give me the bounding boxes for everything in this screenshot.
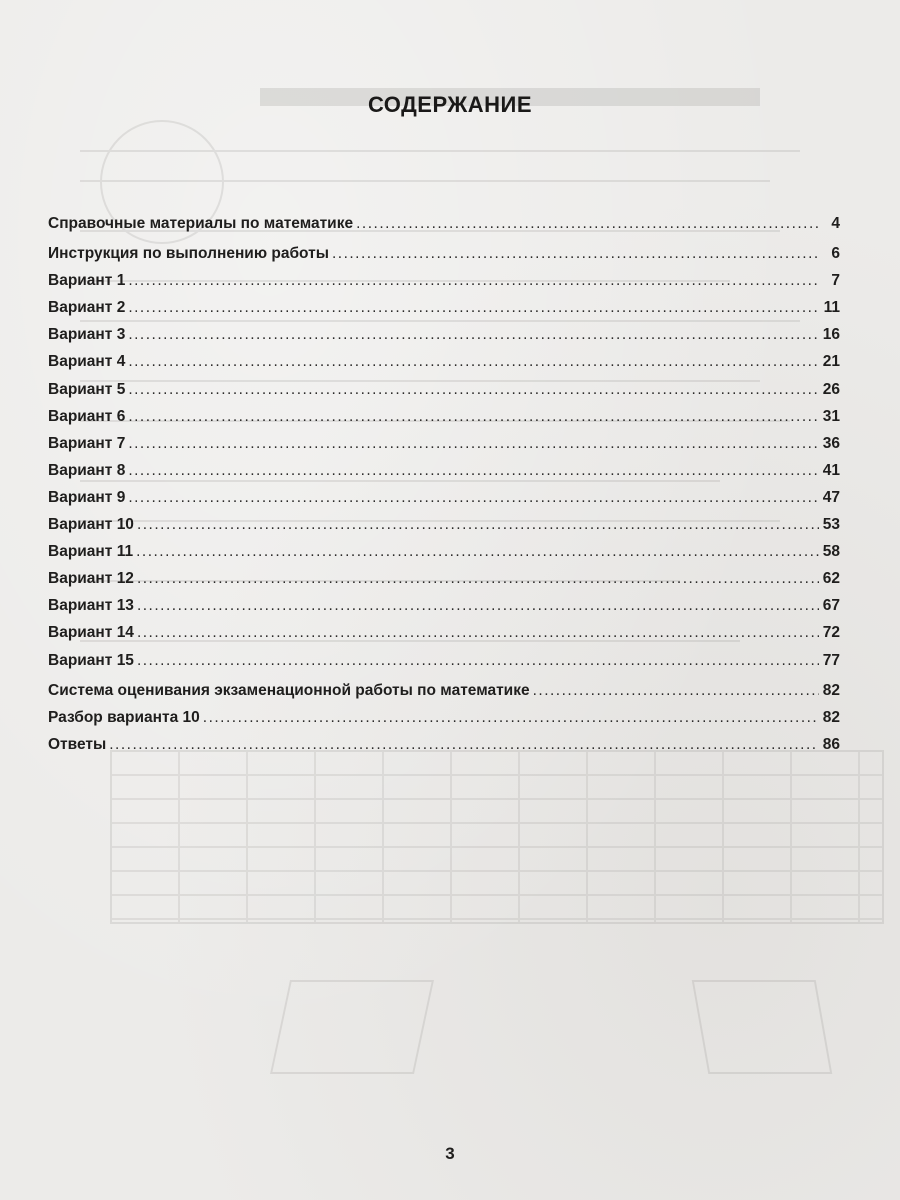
toc-dot-leader	[128, 484, 819, 511]
toc-dot-leader	[332, 240, 819, 267]
toc-entry-page: 7	[831, 272, 840, 290]
toc-entry	[48, 376, 840, 403]
toc-entry-page: 82	[822, 681, 840, 699]
toc-entry-page: 62	[822, 570, 840, 588]
toc-entry-page: 86	[822, 735, 840, 753]
toc-entry	[48, 321, 840, 348]
toc-entry-page: 36	[822, 434, 840, 452]
toc-dot-leader	[128, 430, 819, 457]
toc-entry	[48, 704, 840, 731]
toc-entry-page: 82	[822, 708, 840, 726]
toc-entry-page: 72	[822, 624, 840, 642]
toc-entry-page: 53	[822, 516, 840, 534]
toc-dot-leader	[137, 592, 819, 619]
toc-entry-label: Вариант 9	[48, 488, 126, 506]
toc-entry-label: Вариант 8	[48, 461, 126, 479]
toc-entry-label: Вариант 7	[48, 434, 126, 452]
toc-dot-leader	[128, 348, 819, 375]
toc-entry-label: Система оценивания экзаменационной работы по математике	[48, 681, 530, 699]
page-number: 3	[445, 1144, 455, 1163]
toc-dot-leader	[128, 321, 819, 348]
toc-entry	[48, 511, 840, 538]
page-title: СОДЕРЖАНИЕ	[367, 92, 533, 117]
toc-entry	[48, 457, 840, 484]
toc-dot-leader	[137, 619, 819, 646]
toc-entry	[48, 592, 840, 619]
toc-entry-page: 6	[831, 245, 840, 263]
toc-dot-leader	[128, 376, 819, 403]
toc-entry-label: Вариант 5	[48, 380, 126, 398]
toc-dot-leader	[203, 704, 819, 731]
toc-entry	[48, 430, 840, 457]
toc-dot-leader	[137, 511, 819, 538]
toc-entry-page: 21	[822, 353, 840, 371]
toc-entry-label: Вариант 4	[48, 353, 126, 371]
toc-entry-page: 11	[823, 299, 840, 317]
toc-entry	[48, 647, 840, 674]
toc-entry-page: 4	[831, 215, 840, 232]
toc-dot-leader	[128, 294, 819, 321]
toc-dot-leader	[128, 267, 819, 294]
toc-entry-label: Вариант 6	[48, 407, 126, 425]
toc-entry-label: Вариант 2	[48, 299, 126, 317]
toc-dot-leader	[137, 565, 819, 592]
toc-entry-page: 77	[822, 651, 840, 669]
toc-entry-page: 58	[822, 543, 840, 561]
toc-entry-label: Вариант 13	[48, 597, 134, 615]
toc-entry-label: Вариант 15	[48, 651, 134, 669]
toc-entry-label: Вариант 11	[48, 543, 134, 561]
toc-dot-leader	[137, 647, 819, 674]
toc-entry	[48, 294, 840, 321]
toc-entry-label: Вариант 10	[48, 516, 134, 534]
toc-entry	[48, 677, 840, 704]
toc-entry	[48, 240, 840, 267]
toc-entry-label: Вариант 3	[48, 326, 126, 344]
toc-entry-page: 16	[822, 326, 840, 344]
toc-dot-leader	[356, 210, 819, 237]
toc-entry	[48, 565, 840, 592]
toc-dot-leader	[128, 457, 819, 484]
toc-entry	[48, 267, 840, 294]
toc-entry-label: Вариант 12	[48, 570, 134, 588]
toc-dot-leader	[136, 538, 819, 565]
toc-entry	[48, 538, 840, 565]
toc-entry	[48, 348, 840, 375]
toc-entry-page: 67	[822, 597, 840, 615]
toc-entry	[48, 731, 840, 758]
toc-entry	[48, 210, 840, 237]
toc-entry-page: 26	[822, 380, 840, 398]
toc-entry-label: Вариант 1	[48, 272, 126, 290]
toc-entry-label: Вариант 14	[48, 624, 134, 642]
toc-entry-label: Ответы	[48, 735, 107, 753]
toc-entry	[48, 484, 840, 511]
toc-entry-page: 31	[822, 407, 840, 425]
toc-entry	[48, 619, 840, 646]
toc-dot-leader	[533, 677, 819, 704]
toc-entry-label: Справочные материалы по математике	[48, 215, 354, 232]
table-of-contents	[48, 210, 840, 758]
toc-entry-page: 41	[822, 461, 840, 479]
toc-dot-leader	[128, 403, 819, 430]
toc-entry	[48, 403, 840, 430]
toc-entry-label: Инструкция по выполнению работы	[48, 245, 329, 263]
toc-dot-leader	[109, 731, 819, 758]
toc-entry-label: Разбор варианта 10	[48, 708, 200, 726]
toc-entry-page: 47	[822, 488, 840, 506]
